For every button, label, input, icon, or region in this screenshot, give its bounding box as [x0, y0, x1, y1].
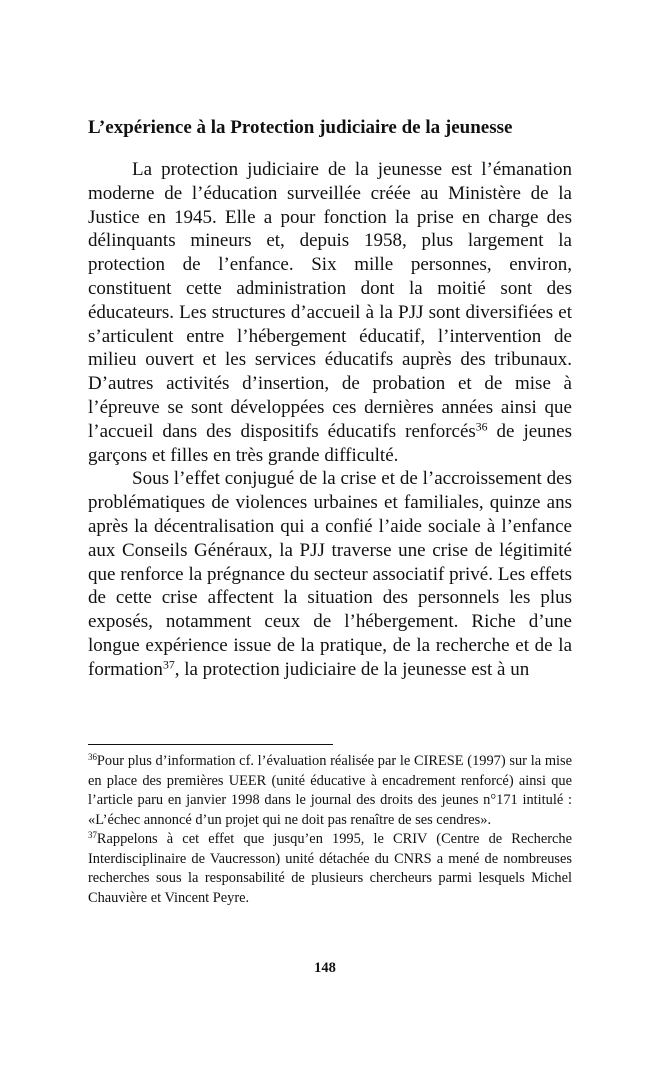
- footnote-text: Pour plus d’information cf. l’évaluation réalisée par le CIRESE (1997) sur la mise en place des premières UEER (unité éducative à encadrement renforcé) ainsi que l’article paru en janvier 1998 dans le journal des droits des jeunes n°171 intitulé : «L’échec annoncé d’un projet qui ne doit pas renaître de ses cendres».: [88, 753, 572, 828]
- footnote-marker: 37: [88, 830, 97, 841]
- paragraph-text: de jeunes garçons et filles en très grande difficulté.: [88, 420, 572, 466]
- footnote-reference: 37: [162, 658, 175, 672]
- page-number: 148: [314, 960, 336, 976]
- footnote: [88, 830, 572, 908]
- body-text: [88, 158, 572, 682]
- footnote-text: Rappelons à cet effet que jusqu’en 1995, le CRIV (Centre de Recherche Interdisciplinaire de Vaucresson) unité détachée du CNRS a mené de nombreuses recherches sous la responsabilité de plusieurs chercheurs parmi lesquels Michel Chauvière et Vincent Peyre.: [88, 831, 572, 906]
- footnote: [88, 752, 572, 830]
- paragraph: [88, 158, 572, 467]
- footnote-marker: 36: [88, 752, 97, 763]
- section-title: L’expérience à la Protection judiciaire de la jeunesse: [88, 117, 513, 138]
- paragraph-text: La protection judiciaire de la jeunesse est l’émanation moderne de l’éducation surveillée créée au Ministère de la Justice en 1945. Elle a pour fonction la prise en charge des délinquants mineurs et, depuis 1958, plus largement la protection de l’enfance. Six mille personnes, environ, constituent cette administration dont la moitié sont des éducateurs. Les structures d’accueil à la PJJ sont diversifiées et s’articulent entre l’hébergement éducatif, l’intervention de milieu ouvert et les services éducatifs auprès des tribunaux. D’autres activités d’insertion, de probation et de mise à l’épreuve se sont développées ces dernières années ainsi que l’accueil dans des dispositifs éducatifs renforcés: [88, 159, 572, 442]
- footnotes: [88, 752, 572, 908]
- paragraph-text: , la protection judiciaire de la jeunesse est à un: [174, 658, 530, 680]
- footnote-separator: [88, 744, 333, 745]
- footnote-reference: 36: [475, 420, 488, 434]
- paragraph: [88, 467, 572, 681]
- paragraph-text: Sous l’effet conjugué de la crise et de l’accroissement des problématiques de violences urbaines et familiales, quinze ans après la décentralisation qui a confié l’aide sociale à l’enfance aux Conseils Généraux, la PJJ traverse une crise de légitimité que renforce la prégnance du secteur associatif privé. Les effets de cette crise affectent la situation des personnels les plus exposés, notamment ceux de l’hébergement. Riche d’une longue expérience issue de la pratique, de la recherche et de la formation: [88, 468, 572, 680]
